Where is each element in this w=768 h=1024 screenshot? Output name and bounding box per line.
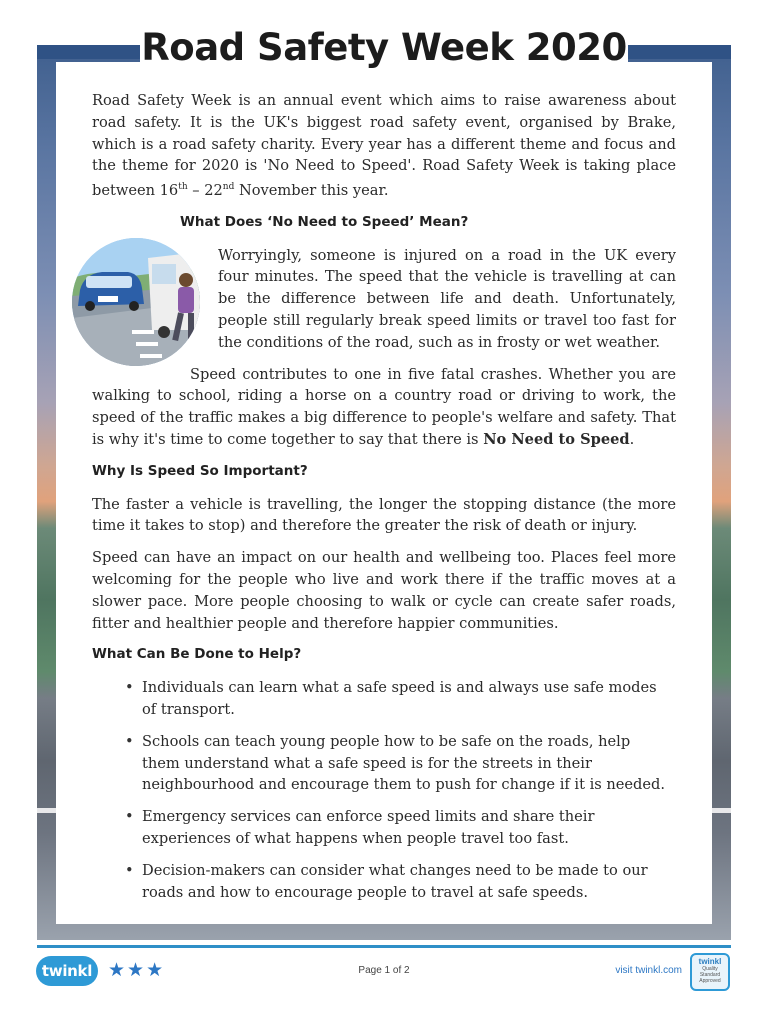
section1-paragraph-1: Worryingly, someone is injured on a road in the UK every four minutes. The speed that the vehicle is travelling at can be the difference between life and death. Unfortunately, people still regularly break speed limits or travel too fast for the conditions of the road, such as in frosty or wet weather. — [218, 246, 676, 351]
list-item: • Schools can teach young people how to be safe on the roads, help them understand what a safe speed is for the streets in their neighbourhood and encourage them to push for change if it is needed. — [142, 731, 676, 796]
section2-paragraph-2: Speed can have an impact on our health and wellbeing too. Places feel more welcoming for the people who live and work there if the traffic moves at a slower pace. More people choosing to walk or cycle can create safer roads, fitter and healthier people and therefore happier communities. — [92, 549, 676, 632]
list-item: • Emergency services can enforce speed limits and share their experiences of what happens when people travel too fast. — [142, 806, 676, 850]
intro-end-text: November this year. — [234, 182, 389, 200]
intro-sup-th: th — [178, 182, 188, 193]
help-list — [92, 677, 676, 903]
page-title: Road Safety Week 2020 — [140, 24, 628, 72]
section-heading-what-can-be-done: What Can Be Done to Help? — [92, 646, 302, 663]
title-bar-right — [628, 45, 731, 59]
intro-paragraph — [92, 90, 676, 202]
twinkl-logo[interactable]: twinkl — [36, 956, 98, 986]
title-bar-left — [37, 45, 140, 59]
page-number: Page 1 of 2 — [358, 965, 410, 976]
no-need-to-speed-bold: No Need to Speed — [483, 431, 630, 449]
document-body — [92, 90, 676, 913]
section-heading-why-speed: Why Is Speed So Important? — [92, 462, 308, 479]
list-item: • Individuals can learn what a safe speed is and always use safe modes of transport. — [142, 677, 676, 721]
section1-p2-end: . — [629, 431, 635, 449]
footer-divider — [37, 945, 731, 948]
list-item: • Decision-makers can consider what changes need to be made to our roads and how to encourage people to travel at safe speeds. — [142, 860, 676, 904]
section1-p2-text: Speed contributes to one in five fatal crashes. Whether you are walking to school, riding a horse on a country road or driving to work, the speed of the traffic makes a big difference to people's welfare and safety. That is why it's time to come together to say that there is — [92, 365, 676, 449]
badge-subtitle: Quality Standard Approved — [699, 966, 721, 984]
intro-text: Road Safety Week is an annual event which aims to raise awareness about road safety. It is the UK's biggest road safety event, organised by Brake, which is a road safety charity. Every year has a different theme and focus and the theme for 2020 is 'No Need to Speed'. Road Safety Week is taking place between 16 — [92, 92, 676, 200]
section-heading-no-need-to-speed: What Does ‘No Need to Speed’ Mean? — [180, 213, 469, 230]
intro-sup-nd: nd — [222, 182, 235, 193]
section1-paragraph-2 — [92, 364, 676, 451]
intro-mid-text: – 22 — [187, 182, 223, 200]
badge-title: twinkl — [698, 957, 722, 966]
quality-badge-icon — [690, 953, 730, 991]
section2-paragraph-1: The faster a vehicle is travelling, the longer the stopping distance (the more time it takes to stop) and therefore the greater the risk of death or injury. — [92, 495, 676, 535]
star-icon: ★★★ — [108, 959, 166, 981]
visit-link[interactable]: visit twinkl.com — [615, 965, 682, 976]
